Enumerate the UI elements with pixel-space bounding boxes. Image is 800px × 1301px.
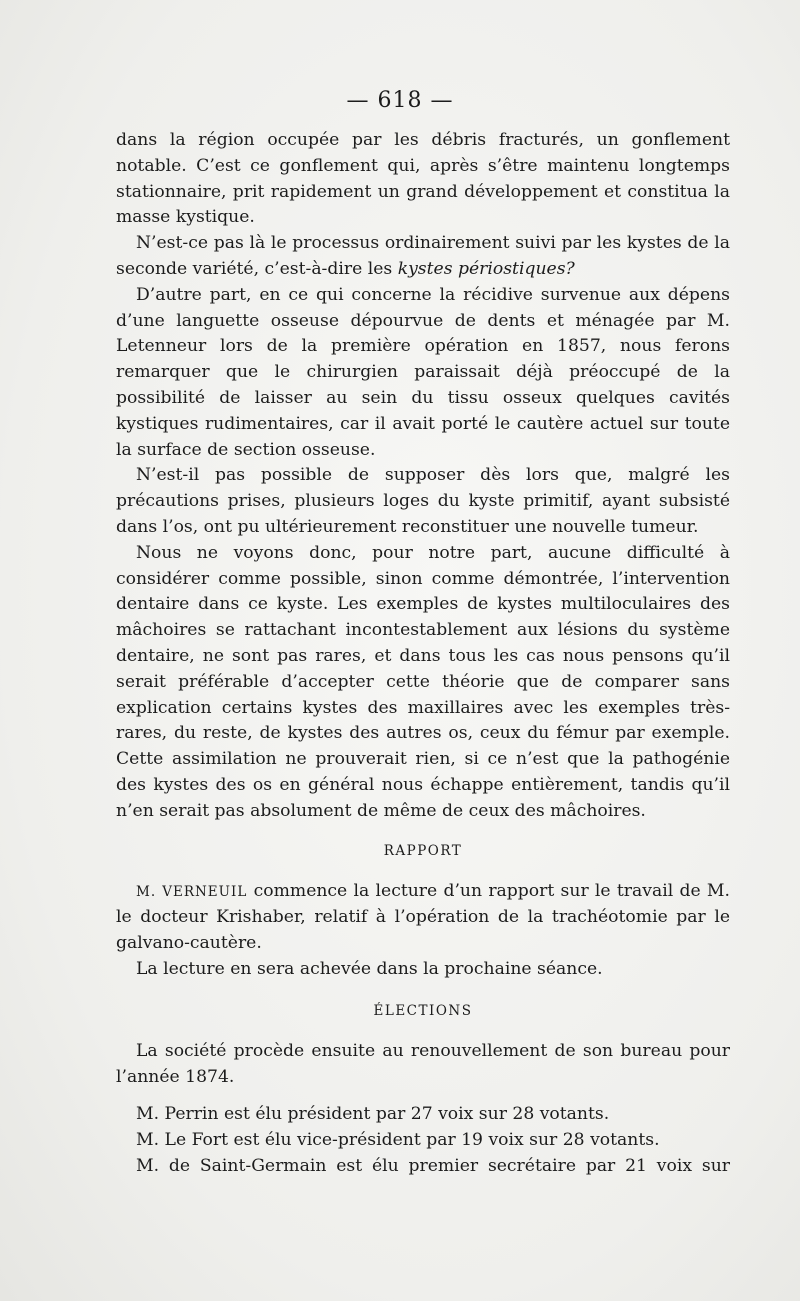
paragraph-president: M. Perrin est élu président par 27 voix sur 28 votants. <box>136 1104 610 1125</box>
paragraph-secretaire: M. de Saint-Germain est élu premier secrétaire par 21 voix sur <box>136 1155 730 1176</box>
paragraph-conclusion: Nous ne voyons donc, pour notre part, aucune difficulté à considérer comme possible, sinon comme démontrée, l’intervention dentaire dans ce kyste. Les exemples de kystes multiloculaires des mâchoires se rattachant incontestablement aux lésions du système dentaire, ne sont pas rares, et dans tous les cas nous pensons qu’il serait préférable d’accepter cette théorie que de comparer sans explication certains kystes des maxillaires avec les exemples très-rares, du reste, de kystes des autres os, ceux du fémur par exemple. Cette assimilation ne prouverait rien, si ce n’est que la pathogénie des kystes des os en général nous échappe entièrement, tandis qu’il n’en serait pas absolument de même de ceux des mâchoires. <box>116 542 730 821</box>
paragraph-continuation: dans la région occupée par les débris fracturés, un gonflement notable. C’est ce gonflement qui, après s’être maintenu longtemps stationnaire, prit rapidement un grand développement et constitua la masse kystique. <box>116 130 730 228</box>
body-text <box>116 128 730 1180</box>
spacer <box>116 1090 730 1102</box>
paragraph-lecture: La lecture en sera achevée dans la prochaine séance. <box>136 958 603 979</box>
paragraph-vice-president: M. Le Fort est élu vice-président par 19 voix sur 28 votants. <box>136 1130 660 1151</box>
section-heading-rapport: RAPPORT <box>383 842 463 859</box>
paragraph-question <box>116 231 730 283</box>
paragraph-question-text: N’est-ce pas là le processus ordinairement suivi par les kystes de la seconde variété, c’est-à-dire les <box>116 233 730 279</box>
italic-term: kystes périostiques? <box>397 258 575 279</box>
paragraph-bureau: La société procède ensuite au renouvellement de son bureau pour l’année 1874. <box>116 1040 730 1087</box>
section-heading-elections: ÉLECTIONS <box>373 1002 473 1019</box>
paragraph-possibility: N’est-il pas possible de supposer dès lors que, malgré les précautions prises, plusieurs loges du kyste primitif, ayant subsisté dans l’os, ont pu ultérieurement reconstituer une nouvelle tumeur. <box>116 465 730 537</box>
paragraph-rapport-text: commence la lecture d’un rapport sur le travail de M. le docteur Krishaber, relatif à l’opération de la trachéotomie par le galvano-cautère. <box>116 880 730 954</box>
paragraph-rapport <box>116 879 730 957</box>
speaker-name: M. VERNEUIL <box>136 883 248 900</box>
paragraph-recidive: D’autre part, en ce qui concerne la récidive survenue aux dépens d’une languette osseuse dépourvue de dents et ménagée par M. Letenneur lors de la première opération en 1857, nous ferons remarquer que le chirurgien paraissait déjà préoccupé de la possibilité de laisser au sein du tissu osseux quelques cavités kystiques rudimentaires, car il avait porté le cautère actuel sur toute la surface de section osseuse. <box>116 284 730 460</box>
page-number: — 618 — <box>346 88 454 113</box>
